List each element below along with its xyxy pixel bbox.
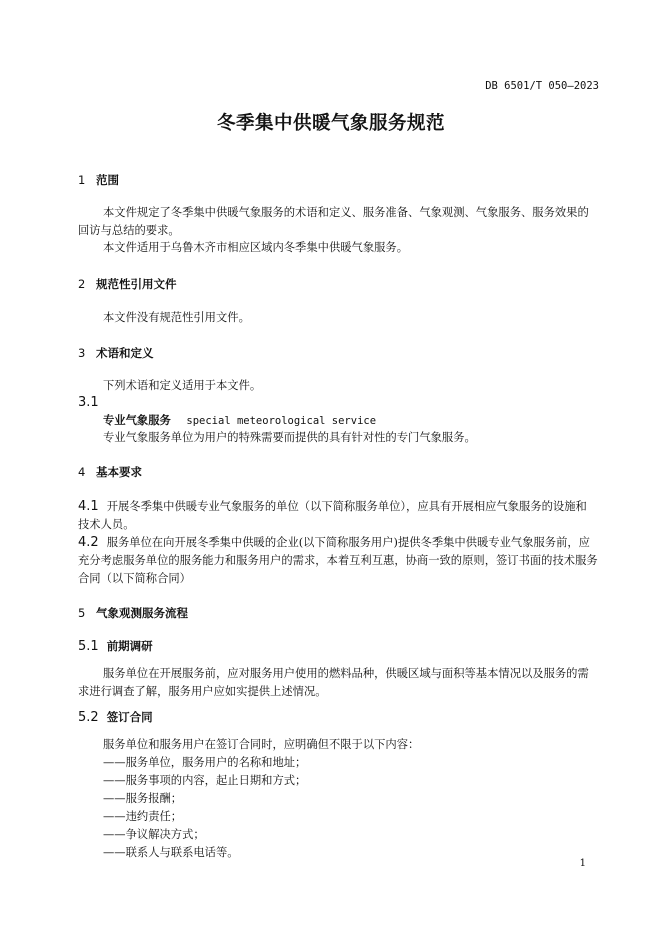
document-title: 冬季集中供暖气象服务规范 [216,113,445,134]
list-item: ——争议解决方式； [103,828,205,841]
term-3-1-number: 3.1 [78,395,99,410]
subsection-title: 签订合同 [106,710,153,724]
section-2-heading [78,276,177,292]
list-item: ——服务事项的内容，起止日期和方式； [103,774,307,787]
section-1-paragraph-1: 本文件规定了冬季集中供暖气象服务的术语和定义、服务准备、气象观测、气象服务、服务效果的回访与总结的要求。 [78,206,589,237]
item-4-1 [78,498,598,534]
subsection-5-1-paragraph: 服务单位在开展服务前，应对服务用户使用的燃料品种，供暖区域与面积等基本情况以及服务的需求进行调查了解，服务用户应如实提供上述情况。 [78,667,589,698]
section-number: 3 [78,346,86,360]
item-4-2 [78,534,598,588]
list-item: ——联系人与联系电话等。 [103,846,239,859]
document-number: DB 6501/T 050—2023 [485,80,599,92]
term-3-1-heading [103,412,376,430]
section-title: 基本要求 [96,465,142,479]
list-item: ——服务报酬； [103,792,183,805]
section-5-heading [78,605,188,621]
section-title: 术语和定义 [96,346,154,360]
section-number: 5 [78,606,86,620]
subsection-title: 前期调研 [106,639,153,653]
page-number: 1 [579,858,586,869]
section-title: 气象观测服务流程 [96,606,188,620]
section-1-heading [78,172,119,188]
section-3-paragraph-1: 下列术语和定义适用于本文件。 [103,379,262,392]
item-text: 开展冬季集中供暖专业气象服务的单位（以下简称服务单位），应具有开展相应气象服务的设施和技术人员。 [78,500,587,531]
term-3-1-definition: 专业气象服务单位为用户的特殊需要而提供的具有针对性的专门气象服务。 [103,431,476,444]
list-item: ——违约责任； [103,810,183,823]
subsection-5-2-intro: 服务单位和服务用户在签订合同时，应明确但不限于以下内容： [103,738,420,751]
section-number: 4 [78,465,86,479]
section-4-heading [78,464,142,480]
section-title: 范围 [96,173,119,187]
section-number: 1 [78,173,86,187]
section-3-heading [78,345,154,361]
subsection-number: 5.1 [78,639,99,654]
section-2-paragraph-1: 本文件没有规范性引用文件。 [103,311,250,324]
subsection-number: 5.2 [78,710,99,725]
section-number: 2 [78,277,86,291]
list-item: ——服务单位，服务用户的名称和地址； [103,756,307,769]
subsection-5-2-heading [78,709,153,725]
subsection-5-1-heading [78,638,153,654]
section-1-paragraph-2: 本文件适用于乌鲁木齐市相应区域内冬季集中供暖气象服务。 [103,241,409,254]
item-text: 服务单位在向开展冬季集中供暖的企业(以下简称服务用户)提供冬季集中供暖专业气象服务前，应充分考虑服务单位的服务能力和服务用户的需求，本着互利互惠，协商一致的原则，签订书面的技术服务合同（以下简称合同） [78,536,598,585]
term-chinese: 专业气象服务 [103,414,171,427]
section-title: 规范性引用文件 [96,277,177,291]
item-number: 4.2 [78,535,99,550]
term-english: special meteorological service [186,415,377,427]
item-number: 4.1 [78,499,99,514]
